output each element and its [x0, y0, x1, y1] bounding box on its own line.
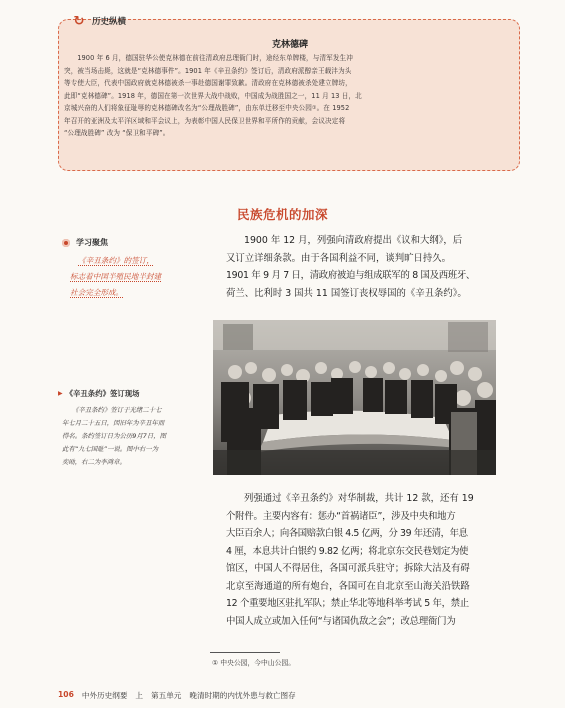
- volume-label: 上: [135, 691, 144, 700]
- history-line: 等专使大臣，代表中国政府就克林德被杀一事赴德国谢罪致歉。清政府在克林德被杀处建立牌坊，: [64, 79, 352, 87]
- learning-focus-header: [62, 237, 108, 248]
- history-swirl-icon: ↻: [73, 13, 85, 29]
- history-line: 此即“克林德碑”。1918 年，德国在第一次世界大战中战败，中国成为战胜国之一，11 月 13 日，北: [64, 91, 362, 100]
- history-box-text: [64, 52, 516, 140]
- history-line: 年召开的亚洲及太平洋区域和平会议上，为表彰中国人民保卫世界和平所作的贡献，会议决定将: [64, 116, 346, 125]
- footnote-mark: ①: [312, 105, 317, 111]
- para-line: 中国人成立或加入任何“与诸国仇敌之会”；改总理衙门为: [226, 615, 456, 627]
- photo-caption-text: [62, 404, 210, 469]
- caption-line: 得名。条约签订日为公历9月7日，图: [62, 432, 166, 440]
- history-box-heading: 克林德碑: [271, 40, 308, 50]
- footnote: ① 中央公园，今中山公园。: [212, 659, 296, 667]
- triangle-right-icon: ▶: [58, 390, 63, 397]
- para-line: 12 个重要地区驻扎军队；禁止华北等地科举考试 5 年，禁止: [226, 598, 469, 609]
- page-footer: [58, 690, 296, 701]
- history-line: “公理战胜碑” 改为 “保卫和平碑”。: [64, 129, 170, 137]
- caption-line: 年七月二十五日，因旧年为辛丑年而: [62, 419, 165, 427]
- para-line: 1900 年 12 月，列强向清政府提出《议和大纲》，后: [244, 235, 463, 246]
- treaty-signing-photo: [213, 320, 496, 475]
- footnote-rule: [210, 652, 280, 653]
- history-line-text: 京城兴奋的人们将象征耻辱的克林德碑改名为“公理战胜碑”，由东单迁移至中央公园: [64, 104, 313, 112]
- para-line: 又订立详细条款。由于各国利益不同，谈判旷日持久。: [226, 252, 452, 264]
- caption-line: 此有“九七国耻”一说。图中右一为: [62, 445, 159, 453]
- para-line: 荷兰、比利时 3 国共 11 国签订丧权辱国的《辛丑条约》。: [226, 287, 467, 299]
- para-line: 4 厘，本息共计白银约 9.82 亿两；将北京东交民巷划定为使: [226, 545, 469, 557]
- book-title: 中外历史纲要: [81, 691, 128, 700]
- main-paragraph-2: [226, 490, 502, 630]
- photo-caption-title: 《辛丑条约》签订现场: [65, 389, 140, 398]
- page-number: 106: [58, 690, 74, 699]
- history-line-tail: 。在 1952: [316, 104, 350, 112]
- history-line: [64, 102, 516, 115]
- para-line: 馆区，中国人不得居住，各国可派兵驻守；拆除大沽及有碍: [226, 563, 470, 574]
- focus-dot-icon: [62, 239, 70, 247]
- focus-line: 标志着中国半殖民地半封建: [70, 272, 162, 281]
- learning-focus-title: 学习聚焦: [76, 238, 108, 247]
- para-line: 个附件。主要内容有：惩办“首祸诸臣”，涉及中央和地方: [226, 510, 456, 522]
- para-line: 北京至海通道的所有炮台，各国可在自北京至山海关沿铁路: [226, 580, 470, 592]
- unit-label: 第五单元: [151, 691, 182, 700]
- section-title: 民族危机的加深: [236, 207, 328, 222]
- unit-title: 晚清时期的内忧外患与救亡图存: [189, 691, 296, 700]
- main-paragraph-1: [226, 232, 502, 302]
- para-line: 大臣百余人；向各国赔款白银 4.5 亿两，分 39 年还清，年息: [226, 528, 468, 539]
- focus-line: 社会完全形成。: [70, 288, 124, 297]
- history-corner-title: 历史纵横: [92, 17, 127, 27]
- focus-line: 《辛丑条约》的签订，: [78, 256, 154, 265]
- photo-caption-title-row: [58, 388, 140, 399]
- history-line: 1900 年 6 月，德国驻华公使克林德在前往清政府总理衙门时，途经东单牌楼，与清军发生冲: [77, 54, 353, 62]
- para-line: 列强通过《辛丑条约》对华制裁，共计 12 款，还有 19: [244, 493, 474, 504]
- caption-line: 奕劻，右二为李鸿章。: [62, 458, 126, 466]
- caption-line: 《辛丑条约》签订于光绪二十七: [72, 406, 162, 414]
- para-line: 1901 年 9 月 7 日，清政府被迫与组成联军的 8 国及西班牙、: [226, 270, 475, 281]
- history-corner-header: [70, 12, 126, 30]
- history-line: 突，被当场击毙，这就是“克林德事件”。1901 年《辛丑条约》签订后，清政府派醇亲王载沣为头: [64, 66, 352, 75]
- learning-focus-text: [70, 253, 210, 301]
